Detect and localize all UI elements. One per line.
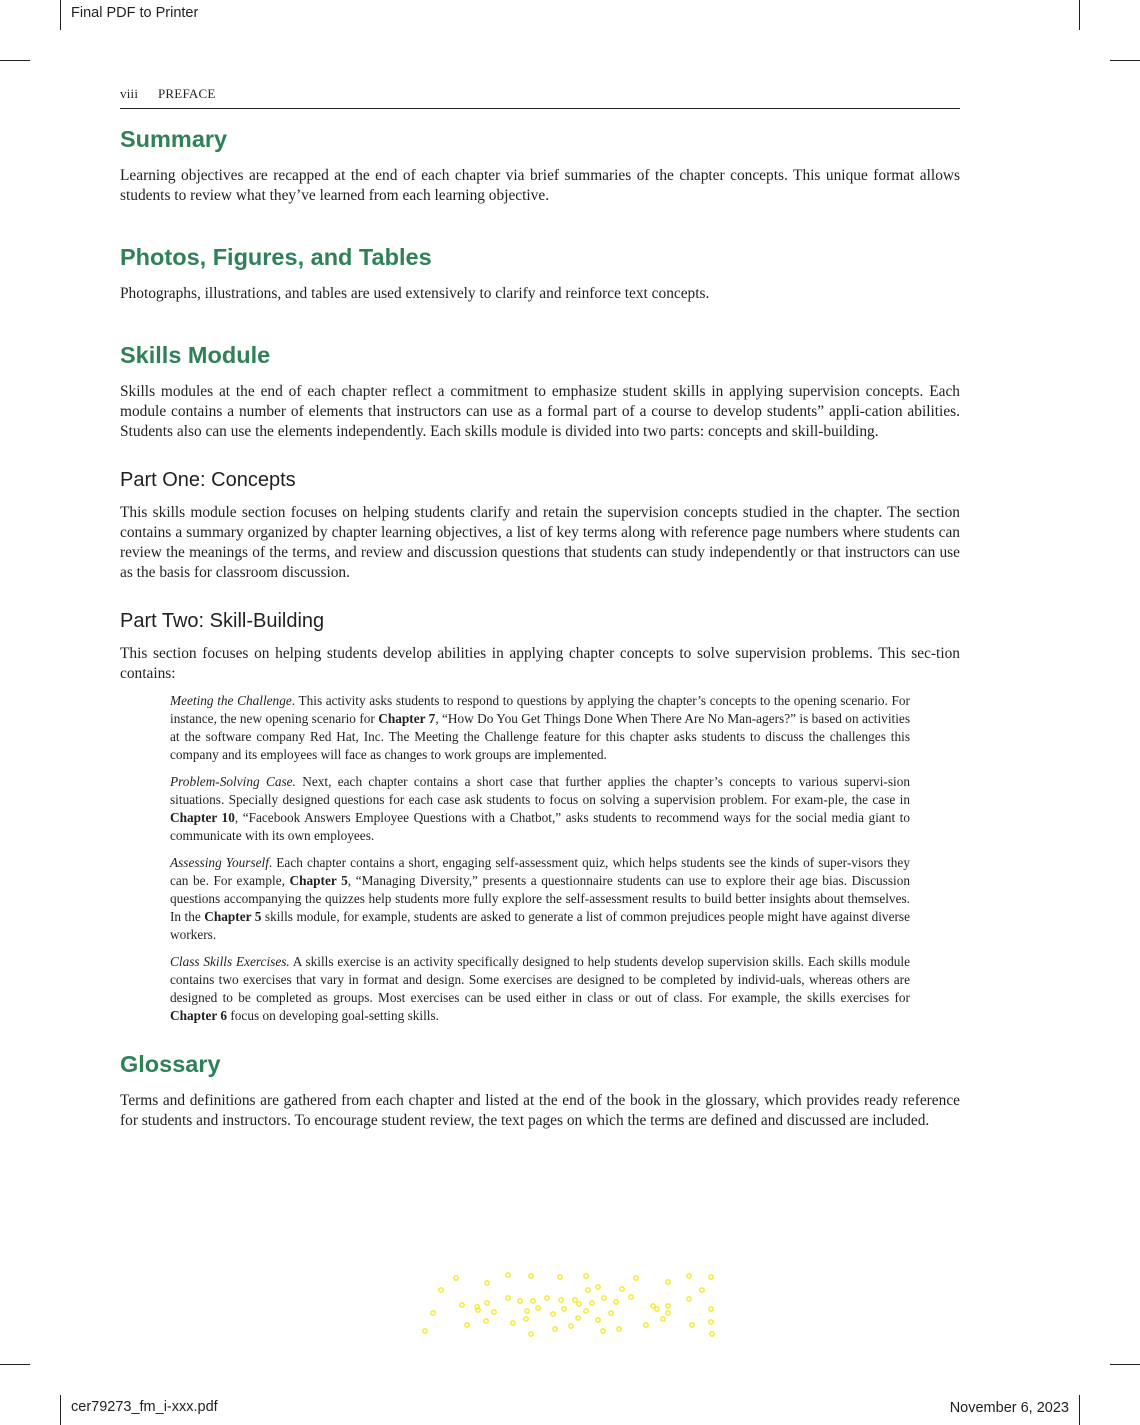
- heading-part-one: Part One: Concepts: [120, 469, 296, 491]
- chapter-ref: Chapter 7: [378, 711, 436, 727]
- yellow-dot: [576, 1316, 580, 1320]
- item-text: A skills exercise is an activity specifically designed to help students develop supervision skills. Each skills module contains two exercises that vary in format and design. Some exercises are designed to be completed by individ-uals, whereas others are designed to be completed as groups. Most exercises can be used either in class or out of class. For example, the skills exercises for: [170, 953, 910, 1005]
- chapter-ref: Chapter 5: [289, 872, 348, 888]
- yellow-dot: [629, 1295, 633, 1299]
- yellow-dot: [529, 1332, 533, 1336]
- item-text: , “Facebook Answers Employee Questions with a Chatbot,” asks students to recommend ways for the social media giant to communicate with its own employees.: [170, 810, 911, 844]
- yellow-dot: [709, 1320, 713, 1324]
- heading-summary: Summary: [120, 126, 228, 152]
- yellow-dot: [634, 1276, 638, 1280]
- yellow-dot: [506, 1273, 510, 1277]
- crop-mark: [0, 1364, 30, 1365]
- crop-mark: [1110, 60, 1140, 61]
- item-text: skills module, for example, students are asked to generate a list of common prejudices people might have against diverse workers.: [170, 909, 910, 943]
- crop-mark: [1079, 1395, 1080, 1425]
- crop-mark: [0, 60, 30, 61]
- yellow-dot: [584, 1309, 588, 1313]
- yellow-dot: [644, 1323, 648, 1327]
- yellow-dot: [620, 1287, 624, 1291]
- glossary-text: Terms and definitions are gathered from each chapter and listed at the end of the book in the glossary, which provides ready reference for students and instructors. To encourage student review, the text pages on which the terms are defined and discussed are included.: [120, 1092, 960, 1130]
- yellow-dot: [431, 1311, 435, 1315]
- yellow-dot: [511, 1321, 515, 1325]
- yellow-dot: [661, 1317, 665, 1321]
- heading-skills-module: Skills Module: [120, 342, 271, 368]
- yellow-dot: [465, 1323, 469, 1327]
- crop-mark: [1079, 0, 1080, 30]
- page-content: [120, 122, 960, 1165]
- slug-bottom-right: November 6, 2023: [949, 1400, 1069, 1416]
- photos-text: Photographs, illustrations, and tables are used extensively to clarify and reinforce text concepts.: [120, 285, 710, 302]
- heading-part-two: Part Two: Skill-Building: [120, 610, 325, 632]
- yellow-dot: [709, 1307, 713, 1311]
- chapter-ref: Chapter 6: [170, 1008, 228, 1023]
- yellow-dot: [485, 1281, 489, 1285]
- skill-building-list: [170, 692, 910, 1025]
- yellow-dot: [586, 1288, 590, 1292]
- chapter-ref: Chapter 10: [170, 810, 235, 826]
- running-head-title: PREFACE: [158, 86, 216, 101]
- yellow-dot: [454, 1276, 458, 1280]
- heading-glossary: Glossary: [120, 1051, 221, 1078]
- yellow-dot: [529, 1274, 533, 1278]
- yellow-dot: [584, 1274, 588, 1278]
- item-title: Assessing Yourself: [170, 854, 269, 870]
- crop-mark: [60, 1395, 61, 1425]
- list-item: [170, 953, 910, 1025]
- yellow-dot: [666, 1304, 670, 1308]
- yellow-dot: [577, 1302, 581, 1306]
- yellow-dot: [558, 1275, 562, 1279]
- slug-bottom-left: cer79273_fm_i-xxx.pdf: [71, 1399, 218, 1415]
- running-head: [120, 86, 960, 109]
- item-text: . This activity asks students to respond to questions by applying the chapter’s concepts to the opening scenario. For instance, the new opening scenario for: [170, 693, 910, 727]
- yellow-dot: [524, 1317, 528, 1321]
- item-text: , “How Do You Get Things Done When There Are No Man-agers?” is based on activities at the software company Red Hat, Inc. The Meeting the Challenge feature for this chapter asks students to discuss the challenges this company and its employees will face as changes to work groups are implemented.: [170, 711, 910, 763]
- printer-dot-pattern: [420, 1270, 720, 1338]
- list-item: [170, 692, 910, 764]
- yellow-dot: [666, 1311, 670, 1315]
- yellow-dot: [485, 1301, 489, 1305]
- item-title: Meeting the Challenge: [170, 693, 292, 708]
- yellow-dot: [460, 1303, 464, 1307]
- yellow-dot: [710, 1332, 714, 1336]
- yellow-dot: [484, 1319, 488, 1323]
- list-item: [170, 854, 910, 944]
- yellow-dot: [439, 1288, 443, 1292]
- yellow-dot: [687, 1274, 691, 1278]
- yellow-dot: [492, 1310, 496, 1314]
- yellow-dot: [423, 1329, 427, 1333]
- yellow-dot: [518, 1299, 522, 1303]
- item-text: . Each chapter contains a short, engaging self-assessment quiz, which helps students see the kinds of super-visors they can be. For example,: [170, 854, 910, 888]
- yellow-dot: [687, 1297, 691, 1301]
- yellow-dot: [590, 1301, 594, 1305]
- yellow-dot: [617, 1327, 621, 1331]
- yellow-dot: [536, 1306, 540, 1310]
- yellow-dot: [562, 1307, 566, 1311]
- item-text: , “Managing Diversity,” presents a questionnaire students can use to explore their age bias. Discussion questions accompanying the quizzes help students more fully explore the self-assessment results to build better insights about themselves. In the: [170, 872, 910, 925]
- yellow-dot: [602, 1296, 606, 1300]
- crop-mark: [1110, 1364, 1140, 1365]
- yellow-dot: [553, 1327, 557, 1331]
- list-item: [170, 773, 910, 845]
- item-title: Problem-Solving Case.: [170, 773, 296, 789]
- yellow-dot: [609, 1311, 613, 1315]
- yellow-dot: [614, 1300, 618, 1304]
- page-folio: viii: [120, 86, 139, 101]
- crop-mark: [60, 0, 61, 30]
- skills-module-text: Skills modules at the end of each chapter reflect a commitment to emphasize student skills in applying supervision concepts. Each module contains a number of elements that instructors can use as a formal part of a course to develop students” appli-cation abilities. Students also can use the elements independently. Each skills module is divided into two parts: concepts and skill-building.: [120, 383, 960, 440]
- yellow-dot: [690, 1323, 694, 1327]
- yellow-dot: [601, 1329, 605, 1333]
- heading-photos-figures-tables: Photos, Figures, and Tables: [120, 244, 432, 270]
- yellow-dot: [551, 1312, 555, 1316]
- yellow-dot: [559, 1298, 563, 1302]
- yellow-dot: [700, 1288, 704, 1292]
- summary-text: Learning objectives are recapped at the end of each chapter via brief summaries of the chapter concepts. This unique format allows students to review what they’ve learned from each learning objective.: [120, 167, 960, 204]
- part-two-text: This section focuses on helping students develop abilities in applying chapter concepts to solve supervision problems. This sec-tion contains:: [120, 645, 960, 682]
- item-text: focus on developing goal-setting skills.: [227, 1008, 439, 1023]
- yellow-dot: [596, 1318, 600, 1322]
- yellow-dot: [709, 1275, 713, 1279]
- part-one-text: This skills module section focuses on helping students clarify and retain the supervision concepts studied in the chapter. The section contains a summary organized by chapter learning objectives, a list of key terms along with reference page numbers where students can review the meanings of the terms, and review and discussion questions that students can study independently or that instructors can use as the basis for classroom discussion.: [120, 504, 960, 581]
- yellow-dot: [596, 1285, 600, 1289]
- yellow-dot: [525, 1309, 529, 1313]
- yellow-dot: [655, 1307, 659, 1311]
- item-text: Next, each chapter contains a short case that further applies the chapter’s concepts to various supervi-sion situations. Specially designed questions for each case ask students to focus on solving a supervision problem. For exam-ple, the case in: [170, 773, 910, 807]
- yellow-dot: [666, 1280, 670, 1284]
- yellow-dot: [573, 1298, 577, 1302]
- chapter-ref: Chapter 5: [204, 909, 262, 925]
- yellow-dot: [545, 1296, 549, 1300]
- item-title: Class Skills Exercises.: [170, 953, 290, 969]
- yellow-dot: [506, 1296, 510, 1300]
- yellow-dot: [531, 1299, 535, 1303]
- yellow-dot: [651, 1304, 655, 1308]
- yellow-dot: [569, 1324, 573, 1328]
- slug-top-left: Final PDF to Printer: [71, 5, 199, 21]
